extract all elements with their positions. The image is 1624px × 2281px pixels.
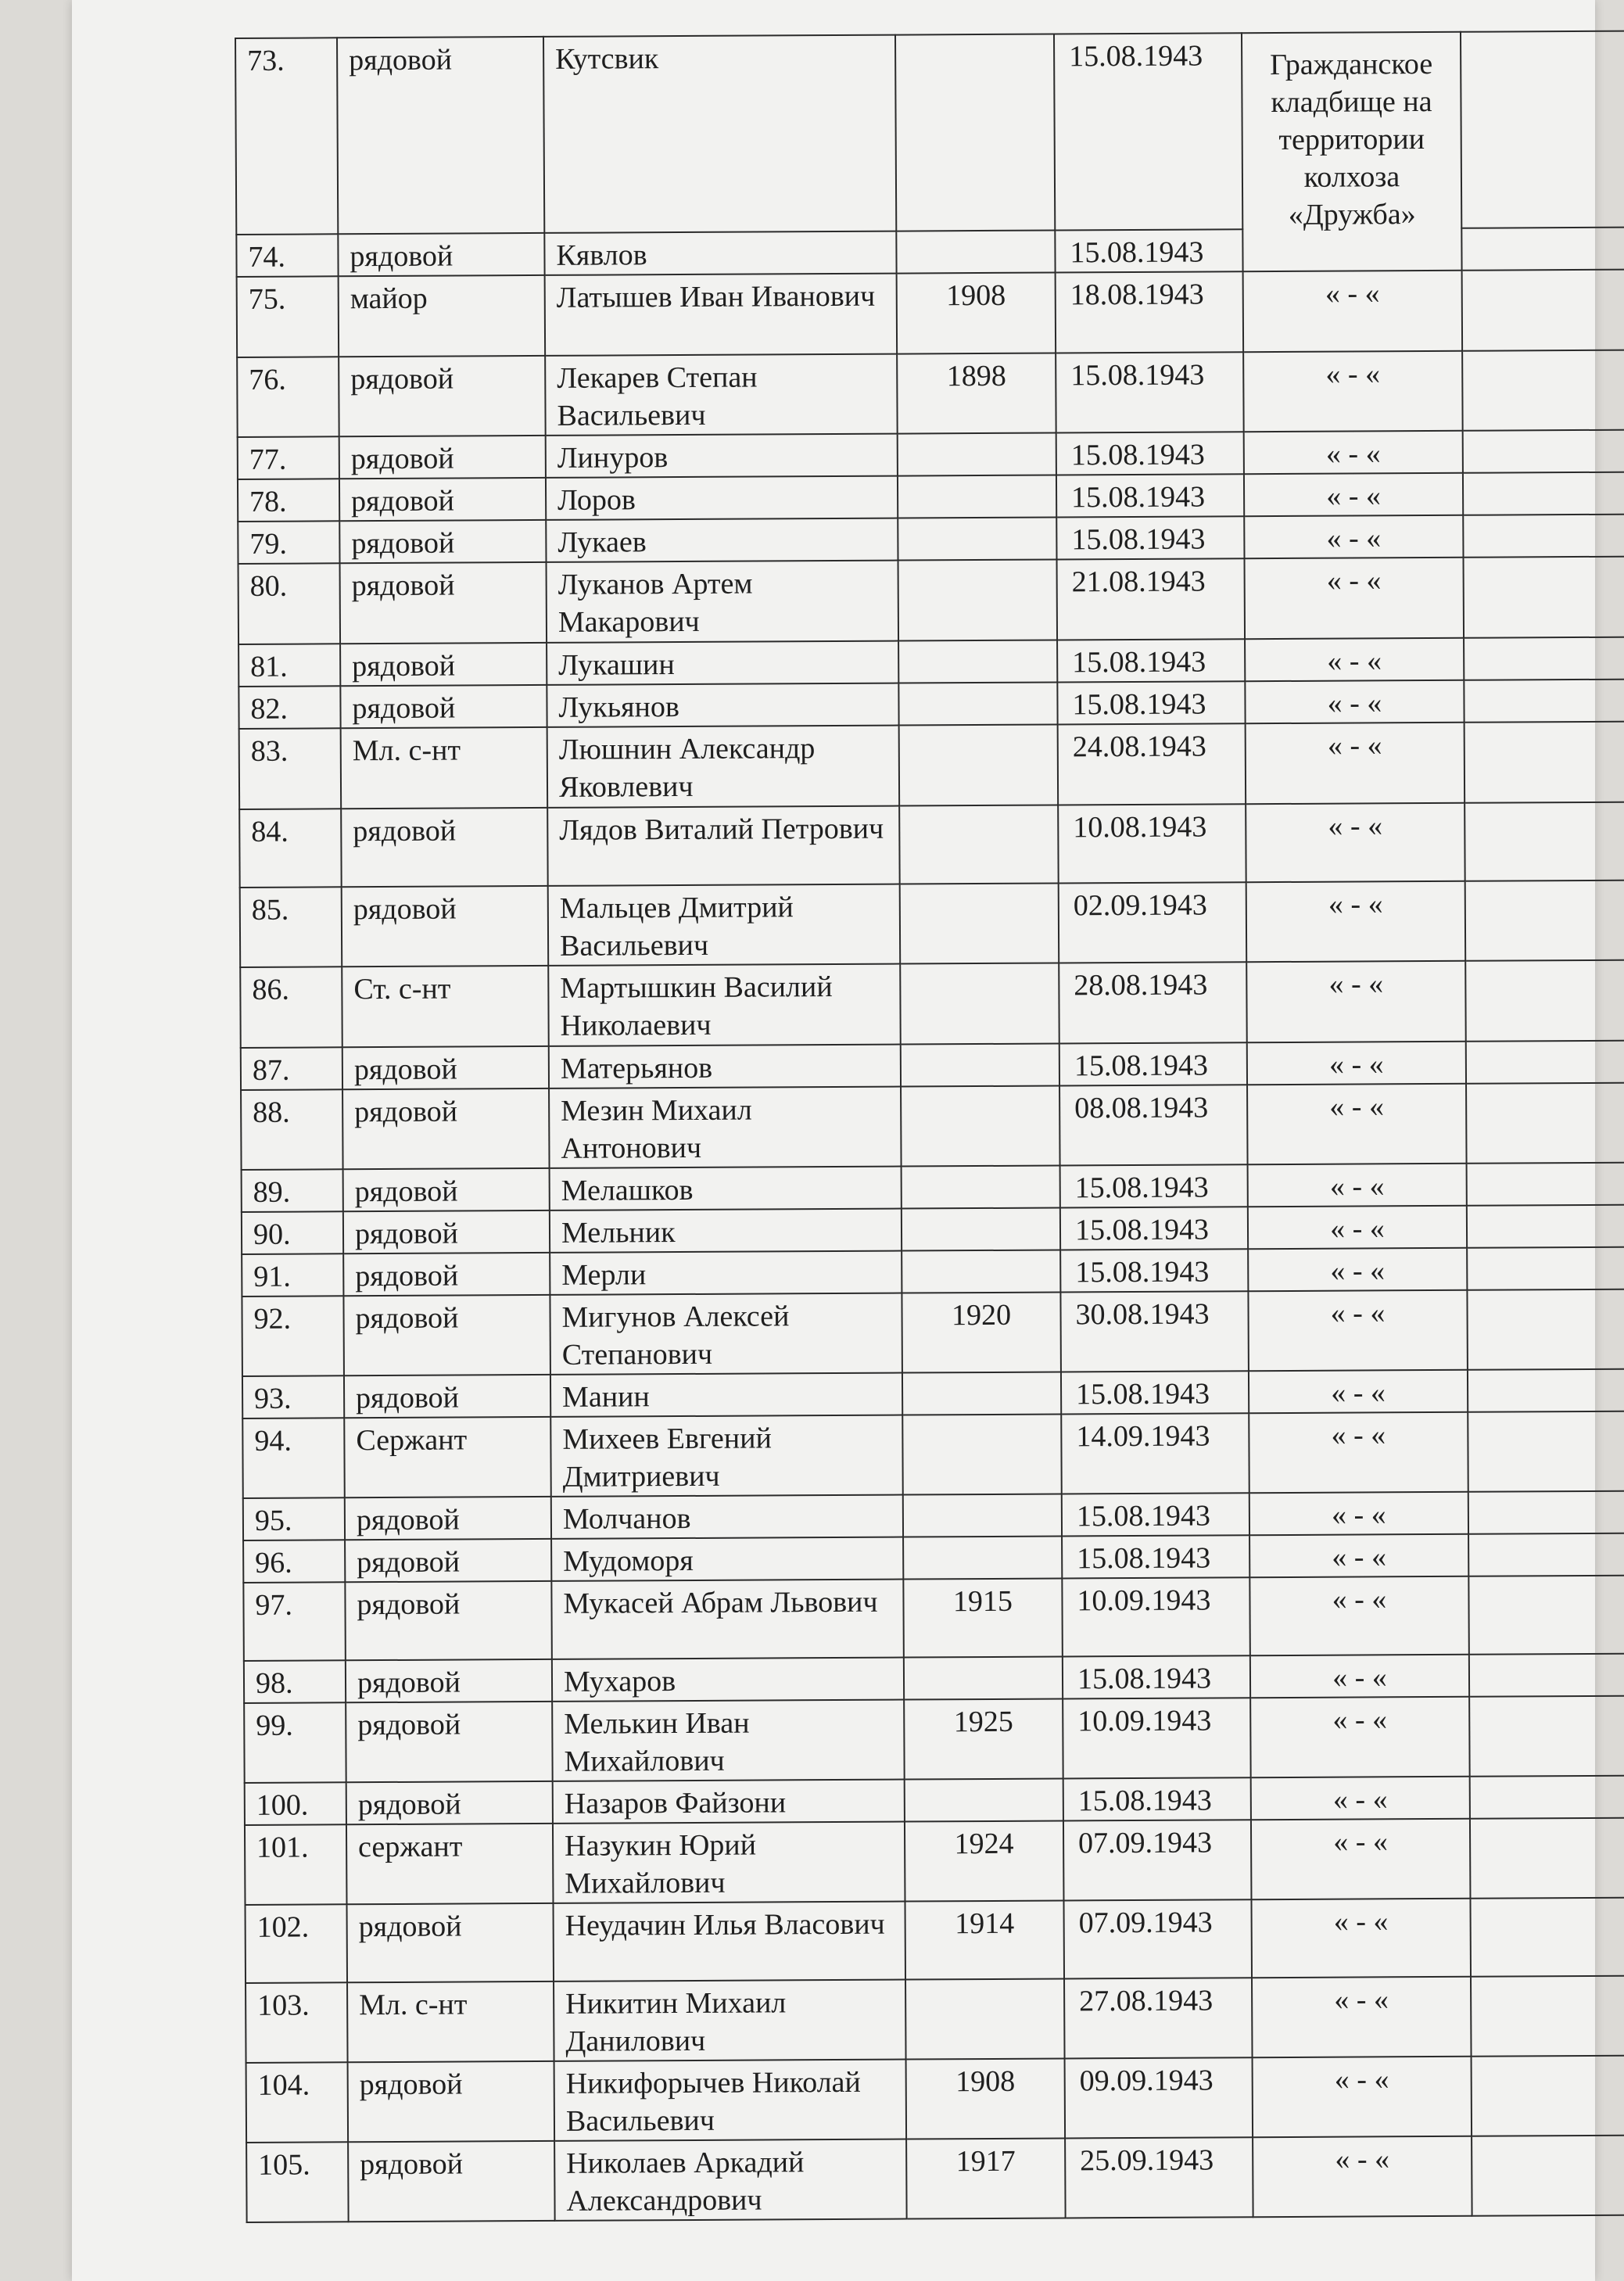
table-row (239, 722, 1624, 809)
table-row (242, 1369, 1624, 1418)
birth-year-cell: 1920 (902, 1292, 1061, 1372)
name-cell: Мухаров (552, 1658, 904, 1702)
birth-year-cell (898, 640, 1057, 683)
rank-cell: рядовой (341, 808, 548, 887)
notes-cell (1467, 1247, 1624, 1290)
birth-year-cell: 1925 (904, 1698, 1063, 1779)
notes-cell (1468, 1576, 1624, 1655)
name-cell: Мерли (550, 1251, 902, 1295)
rank-cell: рядовой (339, 436, 546, 479)
burial-place-ditto-cell: « - « (1246, 881, 1466, 962)
row-number: 76. (237, 357, 339, 437)
notes-cell (1468, 1369, 1624, 1412)
birth-year-cell: 1898 (897, 353, 1056, 434)
name-cell: Лукаев (546, 518, 898, 562)
death-date-cell: 28.08.1943 (1059, 962, 1247, 1043)
burial-place-ditto-cell: « - « (1249, 1492, 1468, 1535)
table-row (246, 1975, 1624, 2062)
row-number: 100. (245, 1782, 346, 1825)
burial-place-cell: Гражданское кладбище на территории колхоза «Дружба» (1242, 32, 1462, 271)
death-date-cell: 15.08.1943 (1062, 1535, 1249, 1578)
row-number: 102. (246, 1904, 348, 1983)
birth-year-cell (904, 1656, 1063, 1699)
paper-sheet (72, 0, 1595, 2281)
row-number: 80. (238, 563, 341, 644)
birth-year-cell (903, 1494, 1062, 1537)
rank-cell: рядовой (343, 1210, 550, 1253)
rank-cell: рядовой (345, 1581, 552, 1660)
notes-cell (1470, 1897, 1624, 1976)
table-row (243, 1533, 1624, 1583)
name-cell: Мудоморя (551, 1537, 903, 1581)
name-cell: Луканов Артем Макарович (547, 561, 899, 643)
name-cell: Молчанов (551, 1495, 903, 1539)
death-date-cell: 15.08.1943 (1063, 1777, 1251, 1820)
table-row (245, 1775, 1624, 1824)
birth-year-cell (896, 231, 1055, 274)
birth-year-cell (902, 1414, 1062, 1494)
table-row (240, 960, 1624, 1048)
table-row (242, 1163, 1624, 1212)
rank-cell: рядовой (346, 1659, 552, 1702)
name-cell: Латышев Иван Иванович (545, 274, 898, 356)
row-number: 95. (243, 1497, 345, 1540)
notes-cell (1465, 880, 1624, 961)
table-row (238, 637, 1624, 687)
burial-place-ditto-cell: « - « (1249, 1576, 1469, 1655)
name-cell: Лоров (546, 476, 898, 520)
death-date-cell: 09.09.1943 (1065, 2057, 1253, 2138)
row-number: 78. (238, 479, 339, 522)
notes-cell (1464, 722, 1624, 803)
name-cell: Никитин Михаил Данилович (554, 1980, 906, 2061)
burial-register-table (235, 30, 1624, 2218)
birth-year-cell (902, 1207, 1060, 1250)
row-number: 90. (242, 1211, 343, 1254)
table-row (239, 802, 1624, 888)
table-row (241, 1083, 1624, 1170)
name-cell: Мартышкин Василий Николаевич (548, 964, 901, 1046)
name-cell: Лекарев Степан Васильевич (545, 354, 898, 436)
death-date-cell: 10.09.1943 (1062, 1577, 1250, 1656)
table-row (246, 2055, 1624, 2142)
row-number: 88. (241, 1089, 343, 1170)
row-number: 77. (238, 436, 339, 479)
notes-cell (1466, 1083, 1624, 1164)
rank-cell: рядовой (343, 1168, 550, 1211)
rank-cell: Сержант (344, 1417, 551, 1497)
death-date-cell: 18.08.1943 (1056, 271, 1244, 353)
table-row (244, 1653, 1624, 1702)
name-cell: Назаров Файзони (553, 1780, 905, 1824)
death-date-cell: 15.08.1943 (1060, 1249, 1248, 1292)
death-date-cell: 15.08.1943 (1056, 474, 1244, 517)
table-row (237, 350, 1624, 437)
table-row (246, 2135, 1624, 2222)
rank-cell: рядовой (348, 2141, 555, 2222)
notes-cell (1469, 1695, 1624, 1776)
birth-year-cell (901, 1085, 1060, 1166)
name-cell: Лядов Виталий Петрович (547, 806, 900, 886)
burial-place-ditto-cell: « - « (1249, 1412, 1468, 1493)
birth-year-cell (899, 725, 1059, 806)
burial-place-ditto-cell: « - « (1251, 1777, 1470, 1820)
rank-cell: рядовой (339, 520, 546, 563)
rank-cell: рядовой (346, 1702, 553, 1782)
birth-year-cell (901, 1043, 1059, 1086)
death-date-cell: 08.08.1943 (1059, 1085, 1248, 1165)
table-row (244, 1695, 1624, 1782)
rank-cell: рядовой (339, 478, 546, 521)
rank-cell: рядовой (345, 1539, 551, 1582)
rank-cell: рядовой (344, 1375, 550, 1418)
table-row (243, 1491, 1624, 1540)
burial-place-ditto-cell: « - « (1246, 723, 1465, 804)
notes-cell (1462, 270, 1624, 351)
burial-place-ditto-cell: « - « (1248, 1248, 1467, 1291)
name-cell: Мальцев Дмитрий Васильевич (548, 884, 901, 966)
burial-place-ditto-cell: « - « (1248, 1290, 1468, 1371)
rank-cell: рядовой (343, 1253, 550, 1296)
notes-cell (1471, 1975, 1624, 2056)
notes-cell (1472, 2055, 1624, 2136)
row-number: 97. (243, 1582, 346, 1661)
row-number: 105. (246, 2142, 349, 2222)
row-number: 93. (242, 1375, 344, 1418)
death-date-cell: 21.08.1943 (1057, 558, 1246, 640)
rank-cell: рядовой (340, 685, 547, 728)
birth-year-cell: 1908 (906, 2058, 1066, 2139)
table-row (246, 1897, 1624, 1982)
birth-year-cell (899, 805, 1059, 884)
burial-place-ditto-cell: « - « (1247, 1042, 1466, 1085)
burial-place-ditto-cell: « - « (1249, 1370, 1468, 1413)
notes-cell (1464, 637, 1624, 680)
name-cell: Кявлов (544, 231, 896, 275)
notes-cell (1464, 680, 1624, 723)
name-cell: Мельник (550, 1209, 902, 1253)
notes-cell (1467, 1163, 1624, 1206)
birth-year-cell: 1917 (906, 2138, 1066, 2218)
death-date-cell: 15.08.1943 (1060, 1207, 1248, 1250)
table-row (238, 430, 1624, 479)
notes-cell (1463, 430, 1624, 473)
burial-place-ditto-cell: « - « (1244, 515, 1463, 558)
table-row (241, 1041, 1624, 1090)
notes-cell (1466, 1041, 1624, 1084)
row-number: 79. (238, 521, 339, 564)
death-date-cell: 15.08.1943 (1062, 1493, 1249, 1536)
row-number: 92. (242, 1296, 344, 1376)
row-number: 91. (242, 1253, 343, 1297)
notes-cell (1467, 1205, 1624, 1248)
name-cell: Линуров (546, 434, 898, 478)
death-date-cell: 10.08.1943 (1058, 804, 1246, 883)
notes-cell (1470, 1775, 1624, 1818)
death-date-cell: 15.08.1943 (1055, 229, 1242, 272)
rank-cell: рядовой (346, 1781, 553, 1824)
birth-year-cell: 1924 (905, 1820, 1064, 1901)
row-number: 99. (244, 1702, 346, 1783)
birth-year-cell (898, 518, 1056, 561)
death-date-cell: 24.08.1943 (1058, 723, 1246, 805)
rank-cell: рядовой (338, 233, 544, 276)
rank-cell: рядовой (337, 37, 544, 234)
birth-year-cell (902, 1165, 1060, 1208)
name-cell: Назукин Юрий Михайлович (553, 1822, 905, 1903)
row-number: 94. (242, 1418, 345, 1498)
death-date-cell: 10.09.1943 (1063, 1698, 1251, 1778)
death-date-cell: 27.08.1943 (1064, 1978, 1253, 2058)
death-date-cell: 15.08.1943 (1057, 681, 1245, 724)
row-number: 101. (245, 1824, 347, 1905)
birth-year-cell: 1908 (897, 273, 1056, 354)
death-date-cell: 25.09.1943 (1065, 2137, 1253, 2218)
burial-place-ditto-cell: « - « (1251, 1899, 1471, 1978)
name-cell: Кутсвик (543, 35, 896, 233)
burial-place-ditto-cell: « - « (1249, 1534, 1468, 1577)
row-number: 74. (236, 234, 338, 277)
name-cell: Мезин Михаил Антонович (549, 1087, 902, 1168)
row-number: 73. (235, 38, 338, 235)
rank-cell: рядовой (342, 886, 549, 967)
table-row (242, 1205, 1624, 1254)
burial-place-ditto-cell: « - « (1246, 961, 1466, 1042)
notes-cell (1463, 515, 1624, 558)
name-cell: Мелашков (550, 1167, 902, 1210)
notes-cell (1464, 802, 1624, 881)
rank-cell: рядовой (340, 643, 547, 686)
burial-place-ditto-cell: « - « (1243, 351, 1463, 432)
name-cell: Люшнин Александр Яковлевич (547, 726, 900, 808)
birth-year-cell (898, 433, 1056, 476)
name-cell: Николаев Аркадий Александрович (554, 2139, 907, 2221)
death-date-cell: 15.08.1943 (1060, 1164, 1248, 1207)
death-date-cell: 15.08.1943 (1057, 639, 1245, 682)
death-date-cell: 15.08.1943 (1056, 352, 1244, 432)
birth-year-cell (902, 1250, 1060, 1293)
birth-year-cell (903, 1536, 1062, 1579)
table-row (242, 1247, 1624, 1297)
birth-year-cell (898, 560, 1058, 641)
name-cell: Михеев Евгений Дмитриевич (550, 1415, 903, 1497)
death-date-cell: 14.09.1943 (1061, 1413, 1249, 1494)
row-number: 87. (241, 1047, 342, 1090)
notes-cell (1469, 1653, 1624, 1696)
name-cell: Лукьянов (547, 683, 898, 727)
notes-cell (1470, 1817, 1624, 1898)
table-row (238, 515, 1624, 564)
rank-cell: рядовой (348, 2061, 555, 2142)
burial-place-ditto-cell: « - « (1248, 1206, 1467, 1249)
burial-place-ditto-cell: « - « (1246, 803, 1465, 882)
burial-place-ditto-cell: « - « (1248, 1164, 1467, 1207)
rank-cell: рядовой (340, 562, 547, 644)
table-row (238, 472, 1624, 522)
table-row (240, 880, 1624, 967)
death-date-cell: 15.08.1943 (1059, 1042, 1247, 1085)
name-cell: Никифорычев Николай Васильевич (554, 2060, 907, 2141)
rank-cell: рядовой (342, 1046, 549, 1089)
birth-year-cell (902, 1372, 1061, 1415)
rank-cell: рядовой (347, 1903, 554, 1982)
burial-place-ditto-cell: « - « (1245, 558, 1464, 639)
birth-year-cell: 1915 (903, 1578, 1063, 1657)
burial-place-ditto-cell: « - « (1244, 431, 1463, 474)
death-date-cell: 15.08.1943 (1063, 1655, 1250, 1698)
birth-year-cell (900, 883, 1059, 963)
table-row (242, 1289, 1624, 1376)
name-cell: Матерьянов (549, 1045, 901, 1088)
table-row (237, 270, 1624, 357)
row-number: 89. (242, 1169, 343, 1212)
notes-cell (1468, 1491, 1624, 1534)
birth-year-cell (895, 34, 1055, 231)
notes-cell (1464, 557, 1624, 638)
notes-cell (1463, 472, 1624, 515)
death-date-cell: 15.08.1943 (1056, 516, 1244, 559)
birth-year-cell (900, 963, 1059, 1044)
row-number: 83. (239, 728, 342, 809)
table-row (238, 557, 1624, 644)
burial-place-ditto-cell: « - « (1250, 1655, 1469, 1698)
table-row (243, 1576, 1624, 1661)
death-date-cell: 07.09.1943 (1063, 1820, 1252, 1900)
burial-place-ditto-cell: « - « (1250, 1697, 1470, 1777)
notes-cell (1468, 1411, 1624, 1492)
table-row (235, 31, 1624, 235)
burial-place-ditto-cell: « - « (1247, 1084, 1467, 1164)
burial-place-ditto-cell: « - « (1251, 1819, 1471, 1899)
burial-place-ditto-cell: « - « (1245, 638, 1464, 681)
row-number: 85. (240, 887, 342, 967)
birth-year-cell (898, 683, 1057, 726)
row-number: 82. (238, 686, 340, 729)
death-date-cell: 15.08.1943 (1054, 33, 1242, 230)
notes-cell (1468, 1533, 1624, 1576)
rank-cell: майор (339, 275, 546, 357)
row-number: 98. (244, 1660, 346, 1703)
death-date-cell: 02.09.1943 (1059, 882, 1247, 963)
rank-cell: Ст. с-нт (342, 966, 549, 1047)
notes-cell (1465, 960, 1624, 1042)
burial-place-ditto-cell: « - « (1244, 473, 1463, 516)
row-number: 84. (239, 809, 342, 888)
name-cell: Манин (550, 1373, 902, 1417)
table-row (242, 1411, 1624, 1498)
burial-place-ditto-cell: « - « (1252, 1977, 1472, 2057)
burial-place-ditto-cell: « - « (1243, 271, 1463, 352)
name-cell: Неудачин Илья Власович (553, 1902, 905, 1982)
name-cell: Лукашин (547, 641, 898, 685)
notes-cell (1461, 228, 1624, 271)
rank-cell: Мл. с-нт (347, 1982, 554, 2062)
table-row (245, 1817, 1624, 1904)
birth-year-cell (898, 475, 1056, 518)
burial-place-ditto-cell: « - « (1253, 2057, 1472, 2137)
row-number: 103. (246, 1982, 348, 2063)
death-date-cell: 15.08.1943 (1061, 1371, 1249, 1414)
rank-cell: рядовой (345, 1497, 551, 1540)
notes-cell (1472, 2135, 1624, 2215)
birth-year-cell: 1914 (905, 1900, 1064, 1979)
rank-cell: рядовой (339, 356, 546, 436)
rank-cell: рядовой (342, 1088, 550, 1169)
notes-cell (1462, 350, 1624, 431)
notes-cell (1467, 1289, 1624, 1370)
rank-cell: Мл. с-нт (341, 727, 548, 809)
table-row (238, 680, 1624, 729)
register-rows (235, 31, 1624, 2222)
burial-place-ditto-cell: « - « (1245, 680, 1464, 723)
death-date-cell: 15.08.1943 (1056, 432, 1244, 475)
birth-year-cell (905, 1778, 1063, 1821)
notes-cell (1461, 31, 1624, 228)
row-number: 96. (243, 1540, 345, 1583)
row-number: 86. (240, 967, 342, 1048)
name-cell: Мигунов Алексей Степанович (550, 1293, 902, 1375)
row-number: 104. (246, 2062, 349, 2143)
row-number: 75. (237, 276, 339, 357)
name-cell: Мукасей Абрам Львович (551, 1580, 904, 1659)
burial-place-ditto-cell: « - « (1253, 2136, 1472, 2217)
rank-cell: рядовой (343, 1295, 550, 1375)
birth-year-cell (905, 1978, 1065, 2059)
death-date-cell: 30.08.1943 (1060, 1291, 1249, 1372)
row-number: 81. (238, 644, 340, 687)
rank-cell: сержант (346, 1824, 554, 1904)
death-date-cell: 07.09.1943 (1063, 1899, 1252, 1978)
name-cell: Мелькин Иван Михайлович (552, 1700, 905, 1781)
